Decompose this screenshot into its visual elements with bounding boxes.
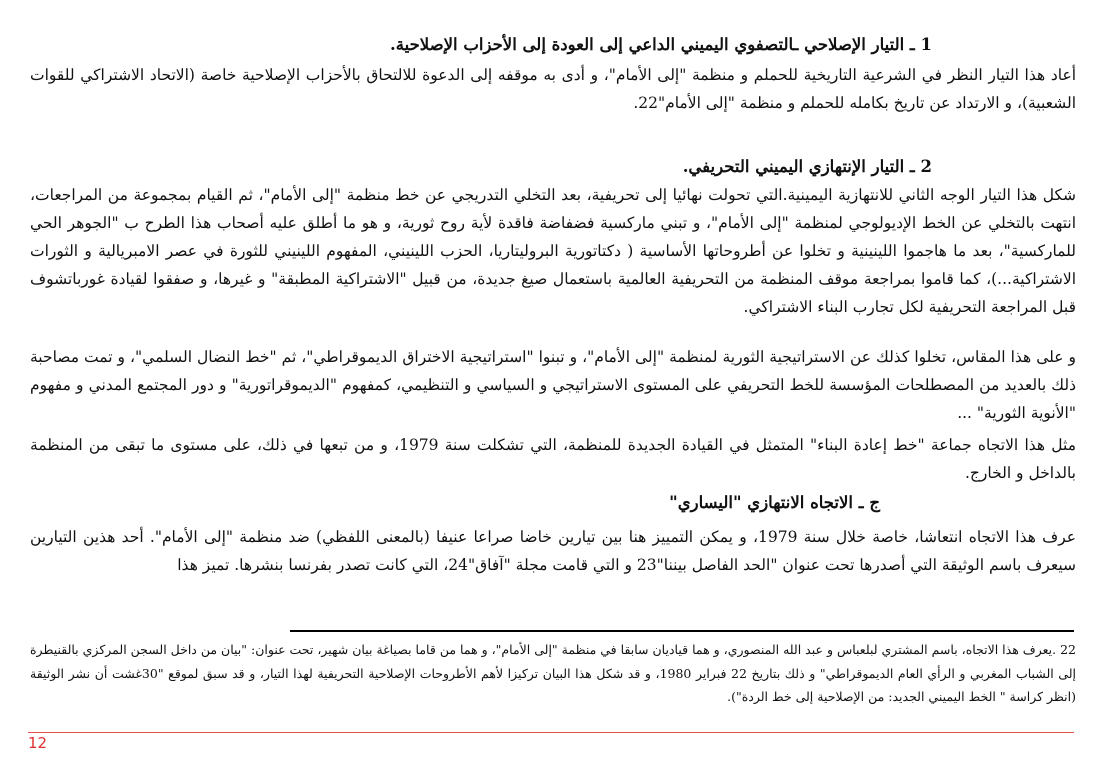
section-2-heading: 2 ـ التيار الإنتهازي اليميني التحريفي.	[682, 157, 932, 176]
section-1-heading: 1 ـ التيار الإصلاحي ـالتصفوي اليميني الداعي إلى العودة إلى الأحزاب الإصلاحية.	[390, 35, 932, 54]
section-c-paragraph: عرف هذا الاتجاه انتعاشا، خاصة خلال سنة 1979، و يمكن التمييز هنا بين تيارين خاضا صراعا عنيفا (بالمعنى اللفظي) ضد منظمة "إلى الأمام". أحد هذين التيارين سيعرف باسم الوثيقة التي أصدرها تحت عنوان "الحد الفاصل بيننا"23 و التي قامت مجلة "آفاق"24، التي كانت تصدر بفرنسا بنشرها. تميز هذا	[30, 528, 1076, 574]
section-2-paragraph-2: و على هذا المقاس، تخلوا كذلك عن الاستراتيجية الثورية لمنظمة "إلى الأمام"، و تبنوا "استراتيجية الاختراق الديموقراطي"، ثم "خط النضال السلمي"، و تمت مصاحبة ذلك بالعديد من المصطلحات المؤسسة للخط التحريفي على المستوى الاستراتيجي و السياسي و التنظيمي، كمفهوم "الديموقراتورية" و دور المجتمع المدني و مفهوم "الأنوية الثورية" ...	[30, 348, 1076, 422]
section-c-heading: ج ـ الاتجاه الانتهازي "اليساري"	[669, 493, 880, 512]
section-2-paragraph-3: مثل هذا الاتجاه جماعة "خط إعادة البناء" المتمثل في القيادة الجديدة للمنظمة، التي تشكلت سنة 1979، و من تبعها في ذلك، على مستوى ما تبقى من المنظمة بالداخل و الخارج.	[30, 436, 1076, 482]
section-2-paragraph-1: شكل هذا التيار الوجه الثاني للانتهازية اليمينية.التي تحولت نهائيا إلى تحريفية، بعد التخلي التدريجي عن خط منظمة "إلى الأمام"، ثم القيام بمجموعة من المراجعات، انتهت بالتخلي عن الخط الإديولوجي لمنظمة "إلى الأمام"، و تبني ماركسية فضفاضة فاقدة لأية روح ثورية، و هو ما أطلق عليه أصحاب هذا الطرح ب "الجوهر الحي للماركسية"، بعد ما هاجموا اللينينية و تخلوا عن أطروحاتها الأساسية ( دكتاتورية البروليتاريا، الحزب اللينيني، المفهوم اللينيني للثورة في عصر الامبريالية و الثورات الاشتراكية...)، كما قاموا بمراجعة موقف المنظمة من التحريفية العالمية باستعمال صيغ جديدة، من قبيل "الاشتراكية المطبقة" و غيرها، و صفقوا لقيادة غورباتشوف قبل المراجعة التحريفية لكل تجارب البناء الاشتراكي.	[30, 186, 1076, 316]
footnote-22: 22 .يعرف هذا الاتجاه، باسم المشتري لبلعباس و عبد الله المنصوري، و هما قياديان سابقا في منظمة "إلى الأمام"، و هما من قاما بصياغة بيان شهير، تحت عنوان: "بيان من داخل السجن المركزي بالقنيطرة إلى الشباب المغربي و الرأي العام الديموقراطي" و ذلك بتاريخ 22 فبراير 1980، و قد شكل هذا البيان تركيزا لأهم الأطروحات الإصلاحية التحريفية لهذا التيار، و قد سبق لموقع "30غشت أن نشر الوثيقة (انظر كراسة " الخط اليميني الجديد: من الإصلاحية إلى خط الردة").	[30, 642, 1077, 704]
footnote-separator	[290, 630, 1074, 632]
section-1-paragraph: أعاد هذا التيار النظر في الشرعية التاريخية للحملم و منظمة "إلى الأمام"، و أدى به موقفه إلى الدعوة للالتحاق بالأحزاب الإصلاحية خاصة (الاتحاد الاشتراكي للقوات الشعبية)، و الارتداد عن تاريخ بكامله للحملم و منظمة "إلى الأمام"22.	[30, 66, 1076, 112]
page-bottom-rule	[28, 732, 1074, 733]
page-number: 12	[28, 734, 48, 752]
